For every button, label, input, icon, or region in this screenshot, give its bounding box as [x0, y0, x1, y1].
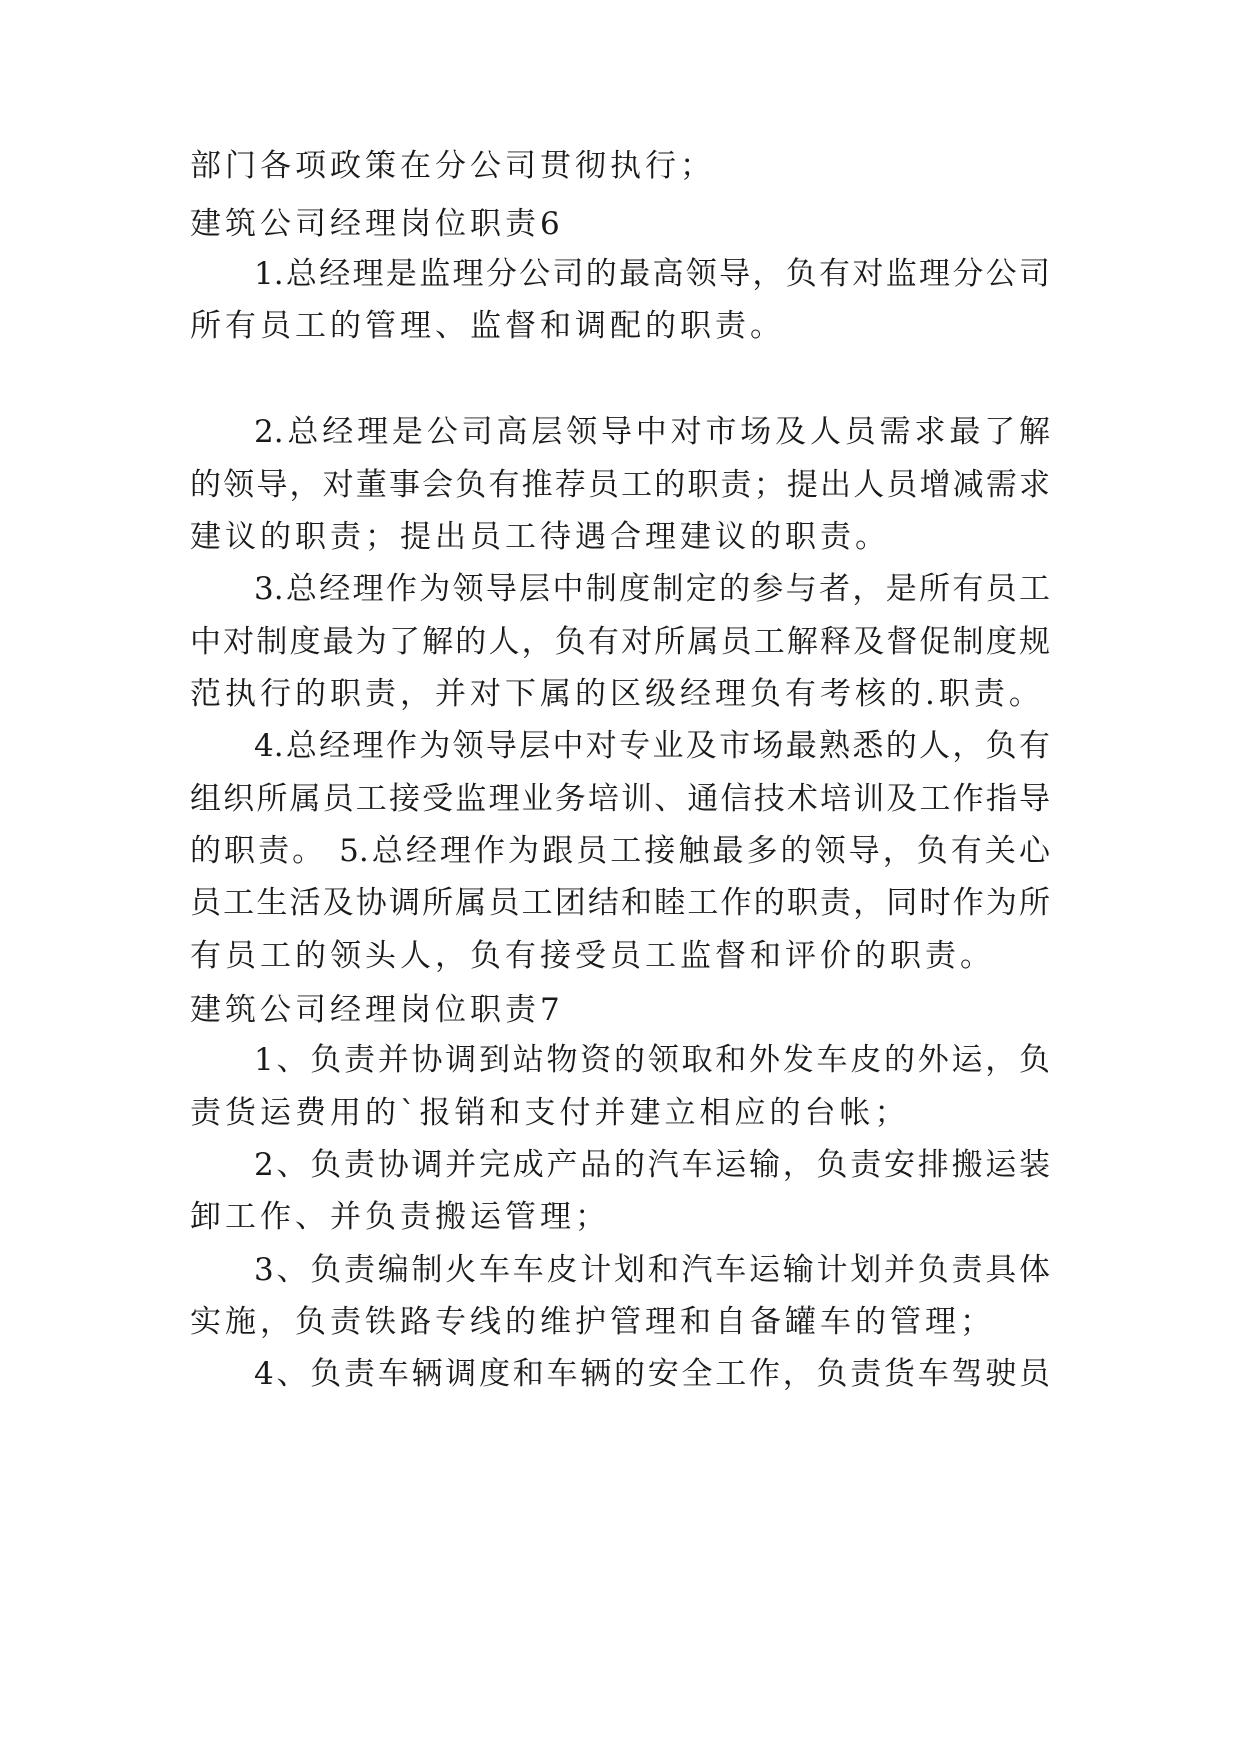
section-heading: 建筑公司经理岗位职责6: [190, 206, 564, 242]
text-line: 建议的职责；提出员工待遇合理建议的职责。: [190, 519, 890, 555]
text-line: 实施，负责铁路专线的维护管理和自备罐车的管理；: [190, 1304, 995, 1340]
text-line: 2.总经理是公司高层领导中对市场及人员需求最了解: [254, 414, 1050, 450]
text-line: 所有员工的管理、监督和调配的职责。: [190, 308, 785, 344]
text-line: 组织所属员工接受监理业务培训、通信技术培训及工作指导: [190, 781, 1050, 817]
text-line: 的职责。 5.总经理作为跟员工接触最多的领导，负有关心: [190, 833, 1050, 869]
text-line: 3.总经理作为领导层中制度制定的参与者，是所有员工: [254, 571, 1050, 607]
text-line: 部门各项政策在分公司贯彻执行；: [190, 148, 715, 184]
text-line: 4.总经理作为领导层中对专业及市场最熟悉的人，负有: [254, 728, 1050, 764]
text-line: 4、负责车辆调度和车辆的安全工作，负责货车驾驶员: [254, 1356, 1050, 1392]
text-line: 卸工作、并负责搬运管理；: [190, 1199, 610, 1235]
text-line: 2、负责协调并完成产品的汽车运输，负责安排搬运装: [254, 1147, 1050, 1183]
section-heading: 建筑公司经理岗位职责7: [190, 992, 564, 1028]
text-line: 的领导，对董事会负有推荐员工的职责；提出人员增减需求: [190, 467, 1050, 503]
text-line: 3、负责编制火车车皮计划和汽车运输计划并负责具体: [254, 1252, 1050, 1288]
text-line: 范执行的职责，并对下属的区级经理负有考核的.职责。: [190, 676, 1044, 712]
text-line: 有员工的领头人，负有接受员工监督和评价的职责。: [190, 938, 995, 974]
text-line: 中对制度最为了解的人，负有对所属员工解释及督促制度规: [190, 624, 1050, 660]
text-line: 1、负责并协调到站物资的领取和外发车皮的外运，负: [254, 1042, 1050, 1078]
text-line: 员工生活及协调所属员工团结和睦工作的职责，同时作为所: [190, 885, 1050, 921]
text-line: 责货运费用的`报销和支付并建立相应的台帐；: [190, 1095, 910, 1131]
text-line: 1.总经理是监理分公司的最高领导，负有对监理分公司: [254, 256, 1050, 292]
